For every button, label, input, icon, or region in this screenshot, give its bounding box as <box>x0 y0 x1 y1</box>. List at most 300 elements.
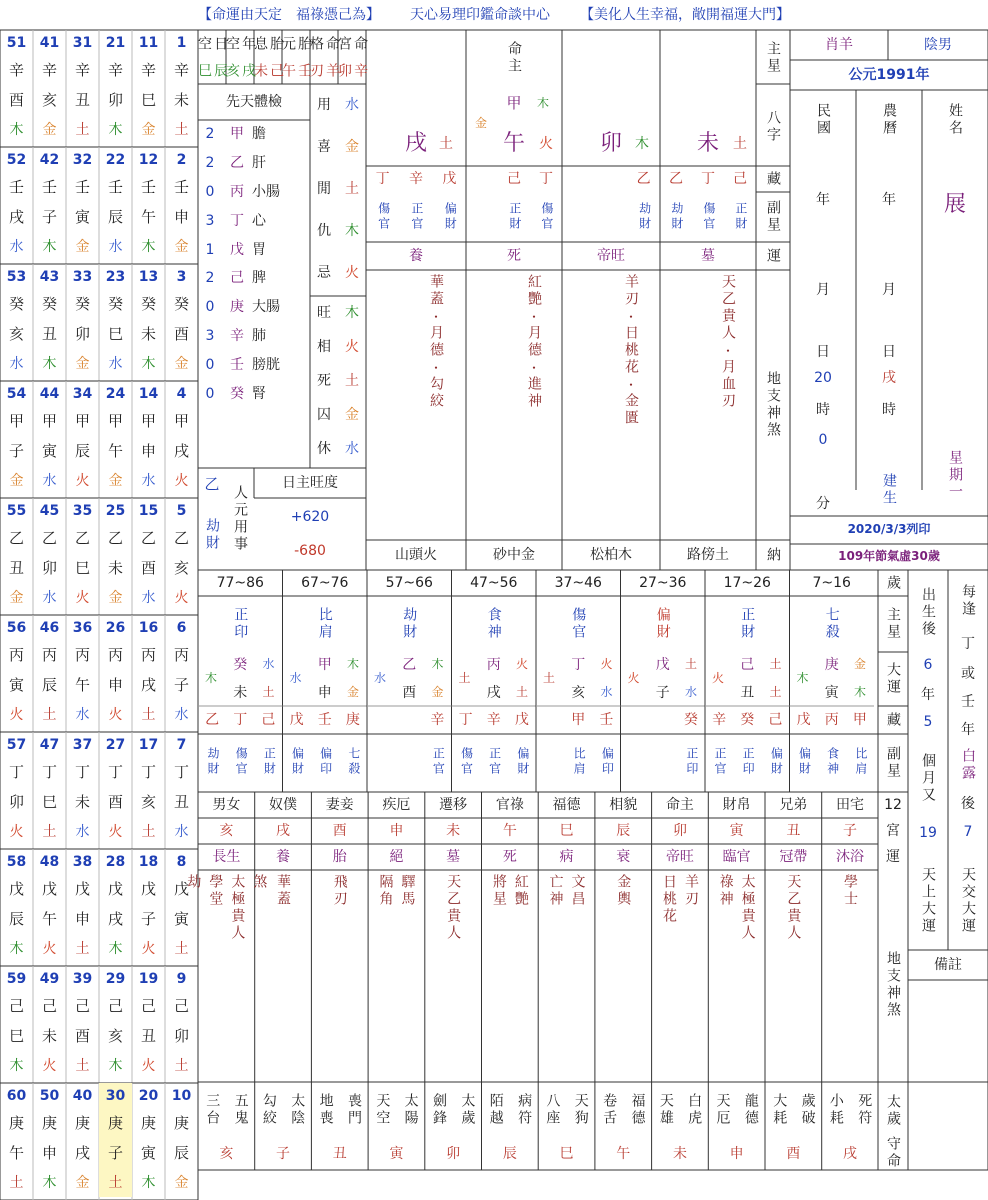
luck-branch-elem: 土 <box>262 685 275 700</box>
pillar-branch: 卯 <box>599 131 622 157</box>
health-stem: 丙 <box>230 184 244 201</box>
stem: 壬 <box>41 178 57 197</box>
stem: 丙 <box>41 646 57 665</box>
element: 水 <box>9 238 24 255</box>
age-number: 24 <box>105 385 126 402</box>
palace-branch: 未 <box>446 822 461 839</box>
shensha-column <box>426 274 446 410</box>
age-number: 16 <box>138 619 159 636</box>
birth-d: 5 <box>923 713 933 730</box>
element: 木 <box>9 1057 24 1074</box>
element: 水 <box>108 238 123 255</box>
stem: 辛 <box>74 61 90 80</box>
pillar-branch-elem: 土 <box>733 135 747 152</box>
yuan-stem: 乙 <box>204 475 220 494</box>
branch: 子 <box>99 1139 132 1169</box>
shensha-column <box>718 274 738 410</box>
health-organ: 大腸 <box>252 299 280 316</box>
stem: 癸 <box>8 295 24 314</box>
taisui-side: 守命 <box>885 1136 902 1170</box>
luck-hidden: 甲 <box>852 711 867 728</box>
branch: 卯 <box>41 559 57 578</box>
luck-stem: 丙 <box>486 656 501 673</box>
hidden-god: 傷官 <box>376 202 391 232</box>
taisui-branch: 卯 <box>446 1145 461 1162</box>
header-value: 己未 <box>252 62 285 80</box>
branch: 酉 <box>107 793 123 812</box>
luck-left-elem: 土 <box>542 671 555 686</box>
element: 土 <box>42 823 57 840</box>
year-label: 年 <box>882 191 896 208</box>
banner-left: 【命運由天定 福祿憑己為】 <box>198 6 380 23</box>
side-label: 藏 <box>765 170 782 188</box>
header-value: 辰巳 <box>196 62 229 80</box>
stem: 庚 <box>173 1114 189 1133</box>
branch: 辰 <box>8 910 24 929</box>
element: 火 <box>9 823 24 840</box>
palace-branch: 巳 <box>559 822 574 839</box>
palace-star: 金輿 <box>615 874 632 908</box>
health-stem: 丁 <box>230 212 244 229</box>
hidden-stem: 戊 <box>442 170 457 187</box>
shensha-item: 華蓋 <box>428 274 444 308</box>
luck-branch: 丑 <box>740 684 755 701</box>
luck-hidden-god: 比肩 <box>853 747 868 777</box>
stem: 辛 <box>173 61 189 80</box>
stem: 戊 <box>8 880 24 899</box>
side-label: 主星 <box>765 41 782 75</box>
element: 土 <box>75 1057 90 1074</box>
palace-star-list <box>769 874 818 942</box>
palace-star: 學士 <box>842 874 859 908</box>
taisui-branch: 申 <box>729 1145 744 1162</box>
palace-star: 亡神 <box>547 874 564 908</box>
header-value: 辛卯 <box>336 62 369 80</box>
hidden-god: 偏財 <box>443 202 458 232</box>
taisui-star: 病符 <box>516 1093 533 1127</box>
stem: 庚 <box>41 1114 57 1133</box>
stem: 己 <box>107 997 123 1016</box>
yuan-label: 人元用事 <box>232 485 249 553</box>
palace-star-list <box>656 874 705 925</box>
luck-stem: 丁 <box>571 656 586 673</box>
health-organ: 肺 <box>252 328 266 345</box>
palace-star-list <box>315 874 364 908</box>
branch: 申 <box>140 442 156 461</box>
element: 水 <box>42 589 57 606</box>
age-number: 36 <box>72 619 93 636</box>
luck-branch: 寅 <box>824 684 839 701</box>
name-value: 展 <box>943 192 966 218</box>
age-number: 2 <box>176 151 187 168</box>
palace-star: 學堂 <box>207 874 224 908</box>
header-value: 壬午 <box>280 62 313 80</box>
stem: 丁 <box>74 763 90 782</box>
palace-star-list <box>185 874 268 942</box>
age-number: 20 <box>138 1087 159 1104</box>
luck-side-label: 大運 <box>885 662 902 696</box>
age-number: 46 <box>39 619 60 636</box>
gender: 陰男 <box>924 36 952 53</box>
palace-side: 12 <box>884 796 902 813</box>
palace-branch: 卯 <box>672 822 687 839</box>
luck-branch-elem: 土 <box>769 685 782 700</box>
stem: 辛 <box>8 61 24 80</box>
jiansheng: 建生 <box>881 473 898 507</box>
strength-title: 日主旺度 <box>282 474 338 491</box>
luck-hidden: 己 <box>261 711 276 728</box>
branch: 酉 <box>74 1027 90 1046</box>
age-number: 38 <box>72 853 93 870</box>
luck-hidden-god: 七殺 <box>346 747 361 777</box>
god-element: 水 <box>345 96 359 113</box>
branch: 巳 <box>140 91 156 110</box>
luck-hidden-god: 食神 <box>825 747 840 777</box>
element: 火 <box>42 1057 57 1074</box>
element: 水 <box>75 706 90 723</box>
pillar-branch: 戌 <box>404 131 427 157</box>
element: 木 <box>9 940 24 957</box>
palace-star-list <box>542 874 591 908</box>
branch: 丑 <box>173 793 189 812</box>
luck-god: 比肩 <box>316 607 333 641</box>
branch: 未 <box>173 91 189 110</box>
element: 水 <box>42 472 57 489</box>
branch: 子 <box>8 442 24 461</box>
age-number: 15 <box>138 502 159 519</box>
branch: 亥 <box>8 325 24 344</box>
branch: 戌 <box>107 910 123 929</box>
health-count: 0 <box>205 385 215 402</box>
taisui-star: 天厄 <box>714 1093 731 1127</box>
taisui-branch: 丑 <box>332 1145 347 1162</box>
element: 火 <box>141 940 156 957</box>
age-number: 37 <box>72 736 93 753</box>
element: 土 <box>75 940 90 957</box>
luck-range: 67~76 <box>301 574 349 591</box>
branch: 丑 <box>41 325 57 344</box>
palace-name: 奴僕 <box>269 796 298 813</box>
calendar-header: 農曆 <box>881 103 898 137</box>
palace-name: 財帛 <box>722 796 751 813</box>
luck-hidden: 辛 <box>712 711 727 728</box>
palace-name: 遷移 <box>439 796 468 813</box>
luck-hidden-god: 比肩 <box>572 747 587 777</box>
stem: 己 <box>140 997 156 1016</box>
luck-branch: 申 <box>317 684 332 701</box>
palace-stage: 死 <box>502 848 517 865</box>
season-role: 旺 <box>317 304 331 321</box>
birth-j: 或 <box>961 665 975 682</box>
taisui-branch: 未 <box>672 1145 687 1162</box>
season-element: 火 <box>345 338 359 355</box>
pillar-stem-elem <box>722 84 752 124</box>
health-count: 1 <box>205 241 215 258</box>
birth-n: 後 <box>961 795 975 812</box>
day-label: 日 <box>816 343 830 360</box>
palace-stage: 臨官 <box>722 848 751 865</box>
stem: 戊 <box>41 880 57 899</box>
luck-hidden-god: 偏財 <box>290 747 305 777</box>
luck-hidden: 癸 <box>740 711 755 728</box>
element: 木 <box>108 1057 123 1074</box>
taisui-star: 太陽 <box>402 1093 419 1127</box>
luck-branch: 未 <box>233 684 248 701</box>
luck-branch: 亥 <box>571 684 586 701</box>
luck-left-elem: 水 <box>289 671 302 686</box>
branch: 辰 <box>173 1144 189 1163</box>
age-number: 59 <box>6 970 27 987</box>
age-number: 29 <box>105 970 126 987</box>
branch: 辰 <box>107 208 123 227</box>
header-label: 日空 <box>196 35 229 53</box>
health-organ: 腎 <box>252 385 266 402</box>
separator: ・ <box>624 378 637 392</box>
stem: 丁 <box>8 763 24 782</box>
element: 火 <box>9 706 24 723</box>
health-organ: 脾 <box>252 270 266 287</box>
birth-h: 每逢 <box>960 584 977 618</box>
health-organ: 小腸 <box>252 184 280 201</box>
element: 土 <box>99 1169 132 1197</box>
yuan-god: 劫財 <box>204 518 221 552</box>
age-number: 58 <box>6 853 27 870</box>
day-label: 日 <box>882 343 896 360</box>
palace-star-list <box>826 874 875 908</box>
nayin: 山頭火 <box>395 546 437 563</box>
birth-f: 19 <box>919 824 937 841</box>
taisui-star: 福德 <box>629 1093 646 1127</box>
age-number: 17 <box>138 736 159 753</box>
branch: 丑 <box>74 91 90 110</box>
god-role: 用 <box>317 96 331 113</box>
shensha-item: 月德 <box>428 325 444 359</box>
header-label: 命宮 <box>336 35 369 53</box>
palace-branch: 申 <box>389 822 404 839</box>
luck-stem-elem: 火 <box>515 657 528 672</box>
luck-left-elem: 火 <box>627 671 640 686</box>
branch: 午 <box>41 910 57 929</box>
branch: 午 <box>74 676 90 695</box>
western-year: 公元1991年 <box>848 66 930 83</box>
luck-hidden-god: 正印 <box>684 747 699 777</box>
luck-stem: 甲 <box>317 656 332 673</box>
luck-range: 47~56 <box>470 574 518 591</box>
taisui-branch: 巳 <box>559 1145 574 1162</box>
branch: 申 <box>74 910 90 929</box>
branch: 丑 <box>140 1027 156 1046</box>
age-number: 27 <box>105 736 126 753</box>
season-role: 死 <box>317 372 331 389</box>
age-number: 26 <box>105 619 126 636</box>
palace-star: 煞 <box>251 874 268 891</box>
palace-stage: 帝旺 <box>665 848 694 865</box>
luck-stem: 己 <box>740 656 755 673</box>
stem: 癸 <box>140 295 156 314</box>
luck-hidden-god: 正官 <box>487 747 502 777</box>
element: 水 <box>174 823 189 840</box>
health-stem: 乙 <box>230 155 244 172</box>
age-number: 51 <box>6 34 27 51</box>
luck-hidden-god: 偏印 <box>318 747 333 777</box>
element: 土 <box>9 1174 24 1191</box>
branch: 卯 <box>74 325 90 344</box>
age-number: 35 <box>72 502 93 519</box>
luck-side-label: 藏 <box>885 711 902 729</box>
separator: ・ <box>429 310 442 324</box>
element: 金 <box>108 589 123 606</box>
age-number: 5 <box>176 502 187 519</box>
age-number: 52 <box>6 151 27 168</box>
age-number: 41 <box>39 34 60 51</box>
element: 金 <box>174 1174 189 1191</box>
luck-hidden: 辛 <box>486 711 501 728</box>
palace-side: 運 <box>886 848 900 865</box>
element: 金 <box>75 355 90 372</box>
palace-star: 華蓋 <box>275 874 292 908</box>
header-value: 戌亥 <box>224 62 257 80</box>
shensha-item: 金匱 <box>623 393 639 427</box>
age-number: 40 <box>72 1087 93 1104</box>
luck-branch: 子 <box>655 684 670 701</box>
branch: 酉 <box>8 91 24 110</box>
hidden-god: 正財 <box>507 202 522 232</box>
stem: 丁 <box>107 763 123 782</box>
luck-side-label: 副星 <box>885 746 902 780</box>
age-number: 1 <box>176 34 187 51</box>
stem: 辛 <box>41 61 57 80</box>
taisui-star: 龍德 <box>742 1093 759 1127</box>
hidden-god: 傷官 <box>701 202 716 232</box>
side-label: 副星 <box>765 200 782 234</box>
luck-hidden: 壬 <box>317 711 332 728</box>
shensha-item: 天乙貴人 <box>720 274 736 342</box>
birth-m: 白露 <box>960 748 977 782</box>
age-number: 32 <box>72 151 93 168</box>
stem: 己 <box>8 997 24 1016</box>
element: 水 <box>108 355 123 372</box>
luck-branch-elem: 水 <box>600 685 613 700</box>
hidden-stem: 乙 <box>669 170 683 187</box>
stem: 甲 <box>107 412 123 431</box>
birth-c: 年 <box>921 686 935 703</box>
element: 水 <box>9 355 24 372</box>
palace-side: 宮 <box>886 822 900 839</box>
element: 火 <box>75 472 90 489</box>
palace-star-list <box>486 874 535 908</box>
pillar-branch: 午 <box>502 131 525 157</box>
palace-star: 隔角 <box>377 874 394 908</box>
element: 金 <box>75 1174 90 1191</box>
age-number: 4 <box>176 385 187 402</box>
stem: 己 <box>173 997 189 1016</box>
pillar-branch-elem: 土 <box>439 135 453 152</box>
luck-range: 27~36 <box>639 574 687 591</box>
age-number: 39 <box>72 970 93 987</box>
age-number: 25 <box>105 502 126 519</box>
pillar-branch-elem: 火 <box>539 135 553 152</box>
branch: 未 <box>74 793 90 812</box>
health-stem: 己 <box>230 270 244 287</box>
palace-star-list <box>372 874 421 908</box>
shensha-column <box>524 274 544 410</box>
element: 土 <box>141 823 156 840</box>
stem: 辛 <box>107 61 123 80</box>
taisui-star: 喪門 <box>345 1093 362 1127</box>
element: 木 <box>42 355 57 372</box>
branch: 未 <box>41 1027 57 1046</box>
season-element: 金 <box>345 406 359 423</box>
banner-right: 【美化人生幸福，敞開福運大門】 <box>580 6 790 23</box>
pillar-left-elem: 金 <box>474 116 487 131</box>
stem: 庚 <box>8 1114 24 1133</box>
age-number: 44 <box>39 385 60 402</box>
palace-name: 官祿 <box>495 796 524 813</box>
age-number: 33 <box>72 268 93 285</box>
health-title: 先天體檢 <box>226 93 282 110</box>
element: 水 <box>75 823 90 840</box>
age-number: 57 <box>6 736 27 753</box>
health-organ: 心 <box>252 212 266 229</box>
pillar-branch: 未 <box>696 131 719 157</box>
month-label: 月 <box>816 281 830 298</box>
birth-g: 天上大運 <box>920 867 937 935</box>
stem: 丁 <box>173 763 189 782</box>
taisui-star: 大耗 <box>771 1093 788 1127</box>
taisui-star: 死符 <box>856 1093 873 1127</box>
age-number: 45 <box>39 502 60 519</box>
branch: 午 <box>8 1144 24 1163</box>
branch: 巳 <box>41 793 57 812</box>
palace-star: 飛刃 <box>331 874 348 908</box>
element: 火 <box>141 1057 156 1074</box>
branch: 未 <box>140 325 156 344</box>
shensha-item: 進神 <box>526 376 542 410</box>
luck-hidden: 庚 <box>345 711 360 728</box>
taisui-star: 陌越 <box>487 1093 504 1127</box>
palace-stage: 長生 <box>212 848 241 865</box>
print-date: 2020/3/3列印 <box>847 522 931 537</box>
branch: 午 <box>107 442 123 461</box>
luck-hidden-god: 正印 <box>741 747 756 777</box>
stem: 甲 <box>8 412 24 431</box>
palace-branch: 酉 <box>332 822 347 839</box>
stem: 乙 <box>140 529 156 548</box>
palace-star: 紅艷 <box>512 874 529 908</box>
stem: 戊 <box>173 880 189 899</box>
taisui-star: 太陰 <box>289 1093 306 1127</box>
age-number: 55 <box>6 502 27 519</box>
element: 金 <box>174 355 189 372</box>
health-organ: 膽 <box>252 126 266 143</box>
taisui-branch: 亥 <box>219 1145 234 1162</box>
branch: 戌 <box>173 442 189 461</box>
nayin: 松柏木 <box>590 546 632 563</box>
season-element: 水 <box>345 440 359 457</box>
age-number: 54 <box>6 385 27 402</box>
luck-hidden-god: 傷官 <box>459 747 474 777</box>
element: 木 <box>108 121 123 138</box>
age-number: 21 <box>105 34 126 51</box>
nayin: 砂中金 <box>493 546 535 563</box>
hidden-stem: 己 <box>733 170 747 187</box>
branch: 子 <box>140 910 156 929</box>
luck-range: 7~16 <box>812 574 851 591</box>
luck-hidden: 戊 <box>514 711 529 728</box>
palace-stage: 衰 <box>616 848 631 865</box>
luck-hidden-god: 正官 <box>431 747 446 777</box>
luck-stem: 庚 <box>824 656 839 673</box>
